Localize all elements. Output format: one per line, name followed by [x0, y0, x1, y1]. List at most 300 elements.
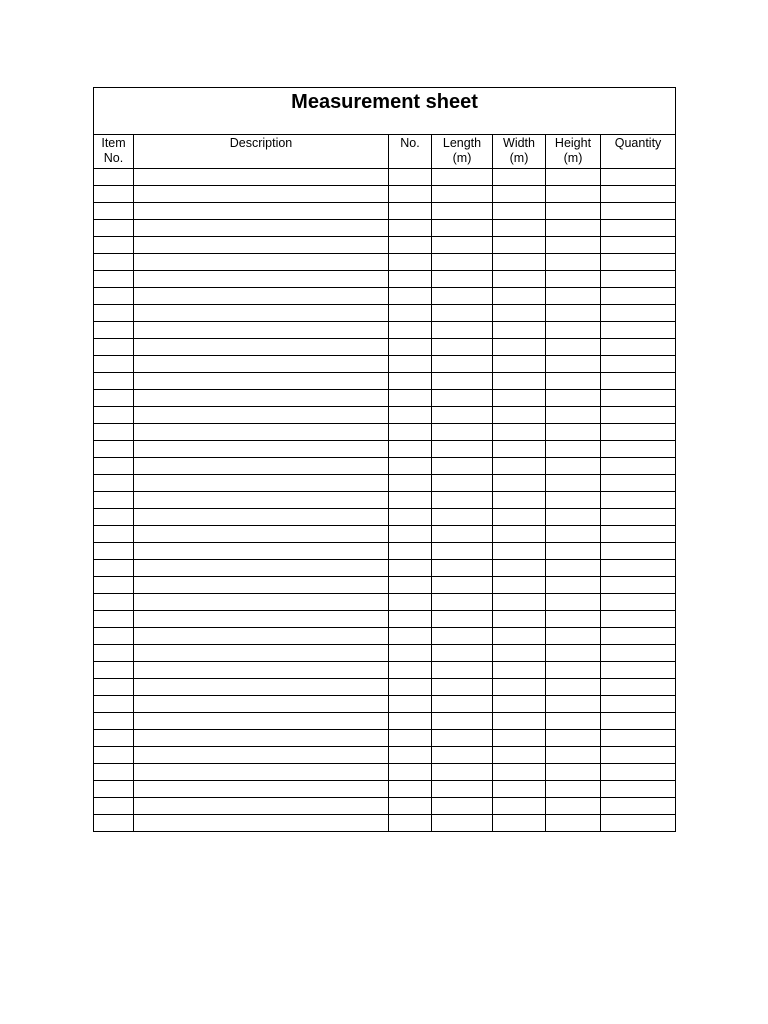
cell-description: [134, 339, 389, 356]
table-row: [94, 645, 676, 662]
cell-height: [546, 781, 601, 798]
cell-width: [493, 203, 546, 220]
cell-height: [546, 798, 601, 815]
cell-height: [546, 373, 601, 390]
column-header-line: (m): [509, 151, 529, 165]
cell-description: [134, 662, 389, 679]
cell-no: [389, 713, 432, 730]
cell-description: [134, 356, 389, 373]
table-row: [94, 186, 676, 203]
cell-width: [493, 492, 546, 509]
cell-item-no: [94, 288, 134, 305]
cell-height: [546, 662, 601, 679]
cell-quantity: [601, 475, 676, 492]
table-row: [94, 169, 676, 186]
cell-description: [134, 390, 389, 407]
table-row: [94, 662, 676, 679]
cell-no: [389, 560, 432, 577]
table-row: [94, 373, 676, 390]
cell-item-no: [94, 220, 134, 237]
cell-quantity: [601, 526, 676, 543]
cell-item-no: [94, 407, 134, 424]
cell-height: [546, 424, 601, 441]
cell-width: [493, 390, 546, 407]
cell-height: [546, 169, 601, 186]
cell-description: [134, 815, 389, 832]
table-row: [94, 458, 676, 475]
cell-quantity: [601, 713, 676, 730]
cell-length: [432, 288, 493, 305]
cell-width: [493, 271, 546, 288]
cell-item-no: [94, 645, 134, 662]
cell-quantity: [601, 509, 676, 526]
cell-height: [546, 254, 601, 271]
table-row: [94, 696, 676, 713]
cell-description: [134, 730, 389, 747]
cell-item-no: [94, 356, 134, 373]
cell-item-no: [94, 713, 134, 730]
cell-length: [432, 237, 493, 254]
cell-width: [493, 560, 546, 577]
cell-length: [432, 407, 493, 424]
cell-item-no: [94, 526, 134, 543]
cell-description: [134, 560, 389, 577]
cell-quantity: [601, 560, 676, 577]
cell-item-no: [94, 322, 134, 339]
cell-length: [432, 220, 493, 237]
cell-length: [432, 475, 493, 492]
cell-quantity: [601, 186, 676, 203]
cell-length: [432, 781, 493, 798]
cell-width: [493, 713, 546, 730]
cell-length: [432, 509, 493, 526]
cell-quantity: [601, 441, 676, 458]
cell-length: [432, 424, 493, 441]
table-row: [94, 390, 676, 407]
cell-height: [546, 815, 601, 832]
cell-quantity: [601, 169, 676, 186]
cell-length: [432, 203, 493, 220]
table-row: [94, 679, 676, 696]
cell-width: [493, 747, 546, 764]
cell-height: [546, 271, 601, 288]
cell-height: [546, 441, 601, 458]
cell-quantity: [601, 237, 676, 254]
cell-height: [546, 203, 601, 220]
cell-description: [134, 611, 389, 628]
cell-length: [432, 611, 493, 628]
cell-length: [432, 492, 493, 509]
cell-description: [134, 458, 389, 475]
cell-quantity: [601, 747, 676, 764]
cell-item-no: [94, 441, 134, 458]
measurement-sheet-table: [93, 87, 676, 832]
cell-length: [432, 713, 493, 730]
cell-description: [134, 424, 389, 441]
table-row: [94, 441, 676, 458]
header-row: [94, 135, 676, 169]
cell-width: [493, 781, 546, 798]
cell-quantity: [601, 764, 676, 781]
column-header-line: Item: [101, 136, 126, 150]
cell-no: [389, 169, 432, 186]
cell-height: [546, 543, 601, 560]
cell-item-no: [94, 798, 134, 815]
cell-description: [134, 186, 389, 203]
cell-no: [389, 730, 432, 747]
cell-no: [389, 271, 432, 288]
cell-no: [389, 186, 432, 203]
cell-length: [432, 696, 493, 713]
cell-description: [134, 798, 389, 815]
cell-no: [389, 339, 432, 356]
cell-width: [493, 475, 546, 492]
cell-width: [493, 543, 546, 560]
cell-description: [134, 679, 389, 696]
cell-quantity: [601, 356, 676, 373]
cell-width: [493, 288, 546, 305]
table-row: [94, 203, 676, 220]
cell-no: [389, 424, 432, 441]
column-header-line: (m): [563, 151, 583, 165]
cell-width: [493, 526, 546, 543]
table-row: [94, 781, 676, 798]
cell-item-no: [94, 764, 134, 781]
table-row: [94, 526, 676, 543]
column-header-line: (m): [452, 151, 472, 165]
table-row: [94, 560, 676, 577]
cell-no: [389, 696, 432, 713]
column-header-line: Height: [554, 136, 592, 150]
cell-no: [389, 305, 432, 322]
cell-length: [432, 271, 493, 288]
cell-no: [389, 322, 432, 339]
cell-no: [389, 237, 432, 254]
cell-quantity: [601, 203, 676, 220]
cell-quantity: [601, 679, 676, 696]
cell-height: [546, 764, 601, 781]
cell-height: [546, 322, 601, 339]
cell-description: [134, 169, 389, 186]
cell-length: [432, 815, 493, 832]
cell-item-no: [94, 390, 134, 407]
sheet-title: Measurement sheet: [94, 88, 676, 135]
cell-item-no: [94, 594, 134, 611]
cell-item-no: [94, 271, 134, 288]
cell-description: [134, 713, 389, 730]
column-header-no: [389, 135, 432, 169]
cell-item-no: [94, 203, 134, 220]
cell-quantity: [601, 492, 676, 509]
cell-item-no: [94, 186, 134, 203]
cell-length: [432, 339, 493, 356]
cell-width: [493, 645, 546, 662]
cell-item-no: [94, 169, 134, 186]
table-row: [94, 543, 676, 560]
cell-length: [432, 543, 493, 560]
cell-height: [546, 475, 601, 492]
cell-description: [134, 543, 389, 560]
cell-no: [389, 679, 432, 696]
column-header-width: [493, 135, 546, 169]
cell-description: [134, 492, 389, 509]
cell-description: [134, 237, 389, 254]
cell-item-no: [94, 339, 134, 356]
sheet-body: [94, 169, 676, 832]
cell-height: [546, 611, 601, 628]
cell-no: [389, 594, 432, 611]
cell-no: [389, 577, 432, 594]
cell-no: [389, 254, 432, 271]
cell-no: [389, 509, 432, 526]
cell-description: [134, 509, 389, 526]
cell-length: [432, 662, 493, 679]
cell-item-no: [94, 424, 134, 441]
cell-width: [493, 237, 546, 254]
cell-description: [134, 254, 389, 271]
cell-description: [134, 271, 389, 288]
cell-quantity: [601, 322, 676, 339]
cell-length: [432, 322, 493, 339]
table-row: [94, 407, 676, 424]
table-row: [94, 628, 676, 645]
cell-length: [432, 577, 493, 594]
cell-width: [493, 662, 546, 679]
cell-height: [546, 628, 601, 645]
column-header-line: Description: [229, 136, 293, 150]
cell-item-no: [94, 611, 134, 628]
cell-item-no: [94, 458, 134, 475]
cell-item-no: [94, 730, 134, 747]
cell-width: [493, 424, 546, 441]
cell-description: [134, 322, 389, 339]
cell-quantity: [601, 373, 676, 390]
table-row: [94, 475, 676, 492]
cell-width: [493, 696, 546, 713]
table-row: [94, 288, 676, 305]
cell-item-no: [94, 628, 134, 645]
cell-width: [493, 815, 546, 832]
cell-height: [546, 696, 601, 713]
cell-item-no: [94, 560, 134, 577]
cell-quantity: [601, 730, 676, 747]
table-row: [94, 798, 676, 815]
column-header-item-no: [94, 135, 134, 169]
cell-no: [389, 220, 432, 237]
cell-quantity: [601, 577, 676, 594]
column-header-line: No.: [103, 151, 124, 165]
cell-description: [134, 288, 389, 305]
cell-quantity: [601, 424, 676, 441]
cell-no: [389, 526, 432, 543]
cell-length: [432, 747, 493, 764]
cell-description: [134, 645, 389, 662]
cell-description: [134, 764, 389, 781]
cell-height: [546, 645, 601, 662]
cell-height: [546, 560, 601, 577]
cell-quantity: [601, 288, 676, 305]
cell-width: [493, 356, 546, 373]
cell-item-no: [94, 747, 134, 764]
table-row: [94, 305, 676, 322]
cell-item-no: [94, 492, 134, 509]
cell-width: [493, 628, 546, 645]
cell-no: [389, 458, 432, 475]
cell-width: [493, 594, 546, 611]
cell-height: [546, 237, 601, 254]
cell-item-no: [94, 781, 134, 798]
table-row: [94, 509, 676, 526]
cell-description: [134, 373, 389, 390]
cell-no: [389, 441, 432, 458]
cell-no: [389, 747, 432, 764]
cell-width: [493, 577, 546, 594]
cell-item-no: [94, 577, 134, 594]
cell-length: [432, 186, 493, 203]
cell-length: [432, 373, 493, 390]
column-header-line: Quantity: [614, 136, 662, 150]
table-row: [94, 356, 676, 373]
cell-description: [134, 441, 389, 458]
cell-item-no: [94, 543, 134, 560]
cell-no: [389, 356, 432, 373]
table-row: [94, 747, 676, 764]
cell-quantity: [601, 781, 676, 798]
cell-width: [493, 186, 546, 203]
cell-length: [432, 560, 493, 577]
cell-quantity: [601, 815, 676, 832]
cell-description: [134, 475, 389, 492]
cell-height: [546, 356, 601, 373]
cell-item-no: [94, 475, 134, 492]
cell-item-no: [94, 305, 134, 322]
cell-height: [546, 492, 601, 509]
cell-length: [432, 356, 493, 373]
cell-height: [546, 526, 601, 543]
cell-length: [432, 679, 493, 696]
cell-length: [432, 458, 493, 475]
title-row: [94, 88, 676, 135]
table-row: [94, 764, 676, 781]
cell-quantity: [601, 458, 676, 475]
cell-no: [389, 475, 432, 492]
cell-quantity: [601, 645, 676, 662]
cell-description: [134, 594, 389, 611]
cell-width: [493, 509, 546, 526]
cell-quantity: [601, 798, 676, 815]
table-row: [94, 492, 676, 509]
table-row: [94, 730, 676, 747]
cell-quantity: [601, 407, 676, 424]
cell-width: [493, 730, 546, 747]
table-row: [94, 220, 676, 237]
table-row: [94, 339, 676, 356]
cell-quantity: [601, 339, 676, 356]
cell-item-no: [94, 254, 134, 271]
cell-length: [432, 798, 493, 815]
cell-quantity: [601, 220, 676, 237]
cell-item-no: [94, 679, 134, 696]
table-row: [94, 594, 676, 611]
cell-quantity: [601, 611, 676, 628]
cell-height: [546, 220, 601, 237]
cell-description: [134, 781, 389, 798]
cell-no: [389, 611, 432, 628]
cell-width: [493, 441, 546, 458]
cell-height: [546, 713, 601, 730]
cell-no: [389, 203, 432, 220]
cell-height: [546, 305, 601, 322]
table-row: [94, 611, 676, 628]
cell-no: [389, 798, 432, 815]
cell-description: [134, 628, 389, 645]
cell-quantity: [601, 271, 676, 288]
cell-description: [134, 696, 389, 713]
cell-no: [389, 662, 432, 679]
cell-length: [432, 305, 493, 322]
column-header-description: [134, 135, 389, 169]
cell-width: [493, 169, 546, 186]
cell-length: [432, 594, 493, 611]
cell-description: [134, 305, 389, 322]
cell-width: [493, 322, 546, 339]
cell-height: [546, 407, 601, 424]
cell-length: [432, 441, 493, 458]
column-header-line: Length: [442, 136, 482, 150]
cell-width: [493, 220, 546, 237]
cell-quantity: [601, 662, 676, 679]
cell-width: [493, 373, 546, 390]
table-row: [94, 237, 676, 254]
cell-item-no: [94, 662, 134, 679]
cell-height: [546, 390, 601, 407]
cell-quantity: [601, 254, 676, 271]
cell-description: [134, 220, 389, 237]
cell-quantity: [601, 594, 676, 611]
cell-height: [546, 509, 601, 526]
table-row: [94, 713, 676, 730]
cell-width: [493, 407, 546, 424]
cell-length: [432, 526, 493, 543]
cell-length: [432, 169, 493, 186]
cell-length: [432, 254, 493, 271]
cell-height: [546, 339, 601, 356]
table-row: [94, 322, 676, 339]
cell-width: [493, 679, 546, 696]
cell-height: [546, 747, 601, 764]
cell-no: [389, 645, 432, 662]
cell-width: [493, 764, 546, 781]
cell-no: [389, 407, 432, 424]
cell-quantity: [601, 390, 676, 407]
cell-no: [389, 628, 432, 645]
cell-description: [134, 526, 389, 543]
cell-item-no: [94, 509, 134, 526]
table-row: [94, 254, 676, 271]
cell-length: [432, 628, 493, 645]
cell-height: [546, 458, 601, 475]
cell-no: [389, 373, 432, 390]
cell-item-no: [94, 237, 134, 254]
cell-no: [389, 815, 432, 832]
cell-item-no: [94, 373, 134, 390]
table-row: [94, 815, 676, 832]
cell-quantity: [601, 628, 676, 645]
cell-description: [134, 203, 389, 220]
cell-width: [493, 798, 546, 815]
column-header-line: Width: [503, 136, 535, 150]
cell-no: [389, 492, 432, 509]
